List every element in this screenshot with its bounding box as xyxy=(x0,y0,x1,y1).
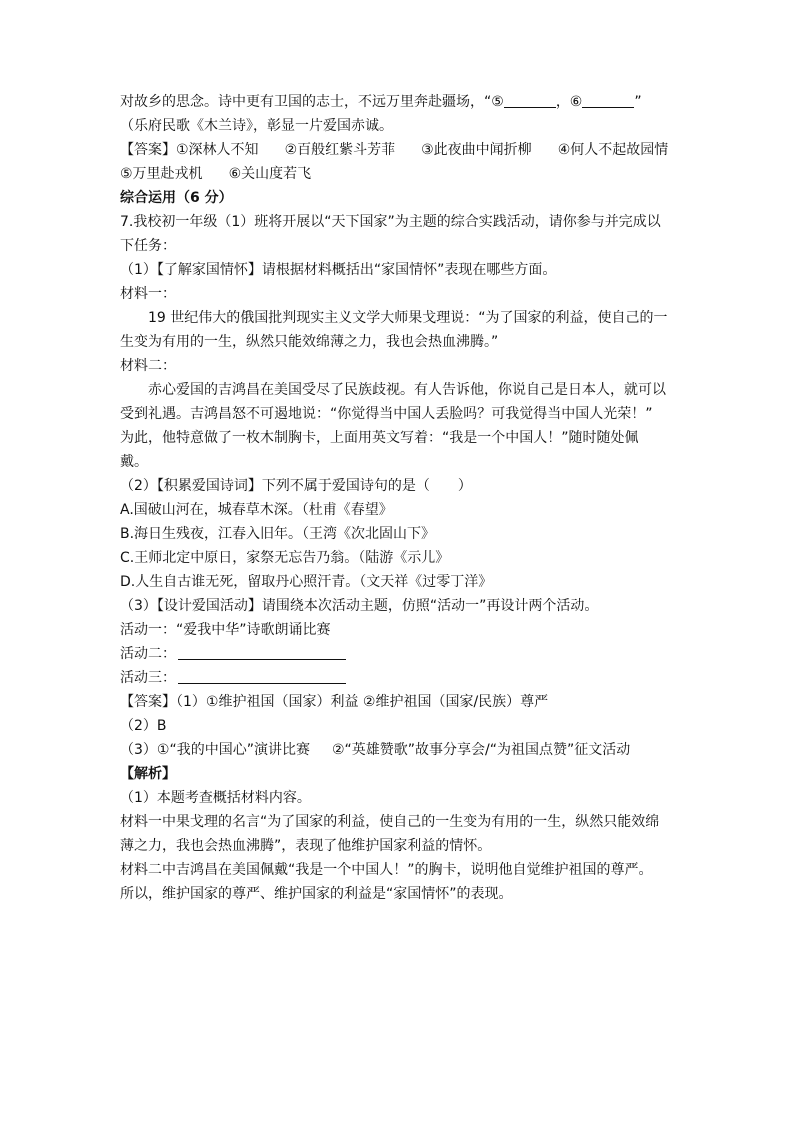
material-label: 材料二： xyxy=(120,358,176,374)
answer-item: 【答案】①深林人不知 xyxy=(120,142,259,158)
answer-item: ④何人不起故园情 xyxy=(557,142,669,158)
document-body xyxy=(120,90,680,906)
activity-one: 活动一：“爱我中华”诗歌朗诵比赛 xyxy=(120,622,331,638)
option-c: C.王师北定中原日，家祭无忘告乃翁。（陆游《示儿》 xyxy=(120,550,450,566)
sub-question-text: （1）【了解家国情怀】请根据材料概括出“家国情怀”表现在哪些方面。 xyxy=(120,262,557,278)
activity-three xyxy=(120,666,680,690)
activity-two xyxy=(120,642,680,666)
answer-line xyxy=(120,738,680,762)
option-a: A.国破山河在，城春草木深。（杜甫《春望》 xyxy=(120,502,393,518)
answer-item: ⑤万里赴戎机 xyxy=(120,166,203,182)
material-text: 赤心爱国的吉鸿昌在美国受尽了民族歧视。有人告诉他，你说自己是日本人，就可以 xyxy=(148,382,666,398)
sub-question-text: （3）【设计爱国活动】请围绕本次活动主题，仿照“活动一”再设计两个活动。 xyxy=(120,598,599,614)
answer-item: ③此夜曲中闻折柳 xyxy=(421,142,532,158)
text-line xyxy=(120,90,680,114)
material-label: 材料一： xyxy=(120,286,176,302)
option-d: D.人生自古谁无死，留取丹心照汗青。（文天祥《过零丁洋》 xyxy=(120,574,493,590)
fill-blank-6 xyxy=(582,93,634,108)
material-text: 为此，他特意做了一枚木制胸卡，上面用英文写着：“我是一个中国人！”随时随处佩 xyxy=(120,430,639,446)
analysis-text: 材料一中果戈理的名言“为了国家的利益，使自己的一生变为有用的一生，纵然只能效绵 xyxy=(120,814,660,830)
comma-text: ，⑥ xyxy=(555,94,583,110)
answer-item: （3）①“我的中国心”演讲比赛 xyxy=(120,742,310,758)
text-line: （乐府民歌《木兰诗》，彰显一片爱国赤诚。 xyxy=(120,118,393,134)
activity-label: 活动三： xyxy=(120,670,176,686)
question-text: 下任务： xyxy=(120,238,176,254)
analysis-text: （1）本题考查概括材料内容。 xyxy=(120,790,311,806)
answer-line: 【答案】（1）①维护祖国（国家）利益 ②维护祖国（国家/民族）尊严 xyxy=(120,694,549,710)
answer-line xyxy=(120,138,680,162)
material-text: 戴。 xyxy=(120,454,148,470)
analysis-text: 所以，维护国家的尊严、维护国家的利益是“家国情怀”的表现。 xyxy=(120,886,513,902)
sub-question-text: （2）【积累爱国诗词】下列不属于爱国诗句的是（ ） xyxy=(120,478,472,494)
analysis-heading: 【解析】 xyxy=(120,766,176,782)
activity-two-blank xyxy=(178,643,346,660)
answer-item: ⑥关山度若飞 xyxy=(228,166,312,182)
analysis-text: 材料二中吉鸿昌在美国佩戴“我是一个中国人！”的胸卡，说明他自觉维护祖国的尊严。 xyxy=(120,862,653,878)
fill-blank-5 xyxy=(504,93,556,108)
activity-label: 活动二： xyxy=(120,646,176,662)
answer-item: ②百般红紫斗芳菲 xyxy=(284,142,396,158)
poem-context-text: 对故乡的思念。诗中更有卫国的志士，不远万里奔赴疆场，“⑤ xyxy=(120,94,504,110)
quote-close-text: ” xyxy=(634,94,642,110)
question-text: 7.我校初一年级（1）班将开展以“天下国家”为主题的综合实践活动，请你参与并完成以 xyxy=(120,214,661,230)
option-b: B.海日生残夜，江春入旧年。（王湾《次北固山下》 xyxy=(120,526,436,542)
material-text: 生变为有用的一生，纵然只能效绵薄之力，我也会热血沸腾。” xyxy=(120,334,499,350)
section-heading: 综合运用（6 分） xyxy=(120,190,233,206)
answer-item: ②“英雄赞歌”故事分享会/“为祖国点赞”征文活动 xyxy=(331,742,631,758)
answer-line: （2）B xyxy=(120,718,167,734)
activity-three-blank xyxy=(178,667,346,684)
answer-line xyxy=(120,162,680,186)
analysis-text: 薄之力，我也会热血沸腾”，表现了他维护国家利益的情怀。 xyxy=(120,838,492,854)
material-text: 受到礼遇。吉鸿昌怒不可遏地说：“你觉得当中国人丢脸吗？可我觉得当中国人光荣！” xyxy=(120,406,653,422)
material-text: 19 世纪伟大的俄国批判现实主义文学大师果戈理说：“为了国家的利益，使自己的一 xyxy=(148,310,668,326)
